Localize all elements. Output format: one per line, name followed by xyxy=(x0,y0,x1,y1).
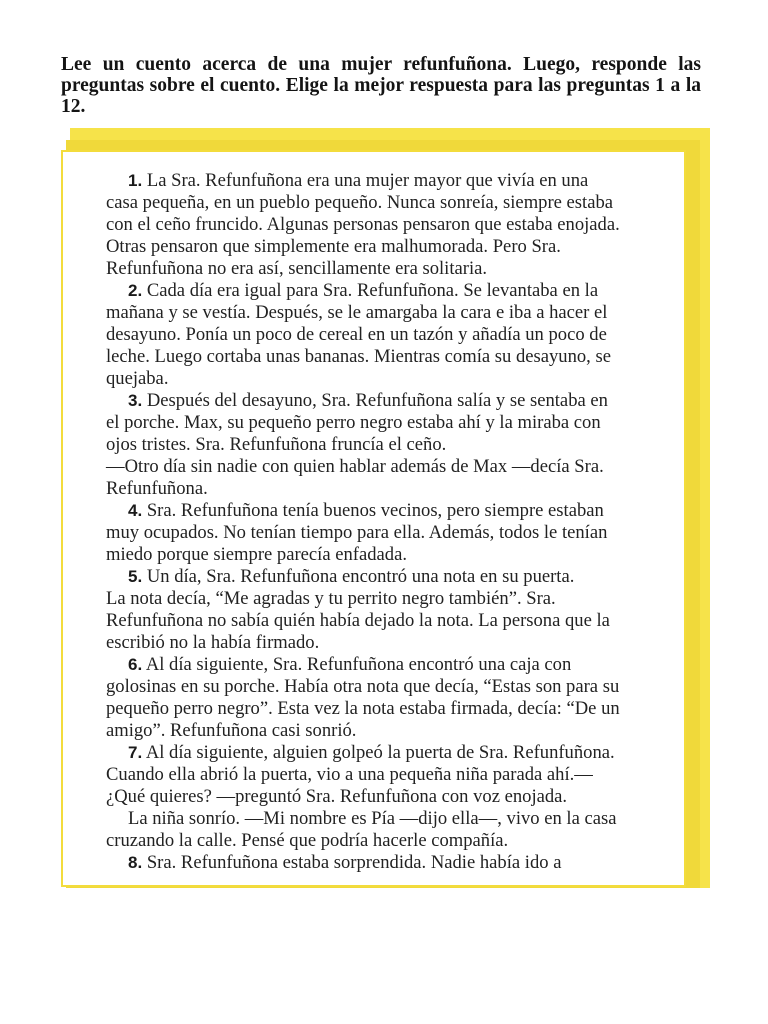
paragraph-number: 4. xyxy=(128,501,143,520)
line: Sra. Refunfuñona tenía buenos vecinos, pero siempre estaban xyxy=(146,500,604,521)
instructions-heading: Lee un cuento acerca de una mujer refunfuñona. Luego, responde las preguntas sobre el cuento. Elige la mejor respuesta para las preguntas 1 a la 12. xyxy=(61,54,701,117)
paragraph-3 xyxy=(106,390,663,500)
line: Después del desayuno, Sra. Refunfuñona salía y se sentaba en xyxy=(146,390,608,411)
line: cruzando la calle. Pensé que podría hacerle compañía. xyxy=(106,830,509,851)
line: La niña sonrío. —Mi nombre es Pía —dijo ella—, vivo en la casa xyxy=(128,808,617,829)
line: golosinas en su porche. Había otra nota que decía, “Estas son para su xyxy=(106,676,620,697)
line: muy ocupados. No tenían tiempo para ella. Además, todos le tenían xyxy=(106,522,608,543)
line: ¿Qué quieres? —preguntó Sra. Refunfuñona con voz enojada. xyxy=(106,786,568,807)
line: el porche. Max, su pequeño perro negro estaba ahí y la miraba con xyxy=(106,412,601,433)
paragraph-number: 8. xyxy=(128,853,143,872)
paragraph-6 xyxy=(106,654,663,742)
paragraph-number: 1. xyxy=(128,171,143,190)
line: escribió no la había firmado. xyxy=(106,632,320,653)
line: casa pequeña, en un pueblo pequeño. Nunca sonreía, siempre estaba xyxy=(106,192,613,213)
paragraph-5 xyxy=(106,566,663,654)
line: Refunfuñona no sabía quién había dejado la nota. La persona que la xyxy=(106,610,610,631)
line: —Otro día sin nadie con quien hablar además de Max —decía Sra. xyxy=(106,456,604,477)
paragraph-8 xyxy=(106,852,663,874)
line: La nota decía, “Me agradas y tu perrito negro también”. Sra. xyxy=(106,588,556,609)
paragraph-number: 6. xyxy=(128,655,143,674)
line: miedo porque siempre parecía enfadada. xyxy=(106,544,407,565)
paragraph-4 xyxy=(106,500,663,566)
line: pequeño perro negro”. Esta vez la nota estaba firmada, decía: “De un xyxy=(106,698,620,719)
line: Cuando ella abrió la puerta, vio a una pequeña niña parada ahí.— xyxy=(106,764,593,785)
paragraph-number: 2. xyxy=(128,281,143,300)
line: amigo”. Refunfuñona casi sonrió. xyxy=(106,720,357,741)
line: ojos tristes. Sra. Refunfuñona fruncía el ceño. xyxy=(106,434,447,455)
paragraph-1 xyxy=(106,170,663,280)
line: quejaba. xyxy=(106,368,169,389)
line: Otras pensaron que simplemente era malhumorada. Pero Sra. xyxy=(106,236,561,257)
line: Sra. Refunfuñona estaba sorprendida. Nadie había ido a xyxy=(146,852,562,873)
line: leche. Luego cortaba unas bananas. Mientras comía su desayuno, se xyxy=(106,346,611,367)
paragraph-2 xyxy=(106,280,663,390)
line: mañana y se vestía. Después, se le amargaba la cara e iba a hacer el xyxy=(106,302,608,323)
line: Al día siguiente, alguien golpeó la puerta de Sra. Refunfuñona. xyxy=(145,742,615,763)
line: Refunfuñona no era así, sencillamente era solitaria. xyxy=(106,258,488,279)
paragraph-number: 5. xyxy=(128,567,143,586)
line: Refunfuñona. xyxy=(106,478,208,499)
line: desayuno. Ponía un poco de cereal en un tazón y añadía un poco de xyxy=(106,324,607,345)
story-text xyxy=(106,170,663,874)
line: con el ceño fruncido. Algunas personas pensaron que estaba enojada. xyxy=(106,214,620,235)
paragraph-7 xyxy=(106,742,663,808)
line: Cada día era igual para Sra. Refunfuñona. Se levantaba en la xyxy=(146,280,599,301)
paragraph-7-continued xyxy=(106,808,663,852)
paragraph-number: 3. xyxy=(128,391,143,410)
line: La Sra. Refunfuñona era una mujer mayor que vivía en una xyxy=(146,170,589,191)
line: Un día, Sra. Refunfuñona encontró una nota en su puerta. xyxy=(146,566,575,587)
line: Al día siguiente, Sra. Refunfuñona encontró una caja con xyxy=(145,654,572,675)
paragraph-number: 7. xyxy=(128,743,143,762)
